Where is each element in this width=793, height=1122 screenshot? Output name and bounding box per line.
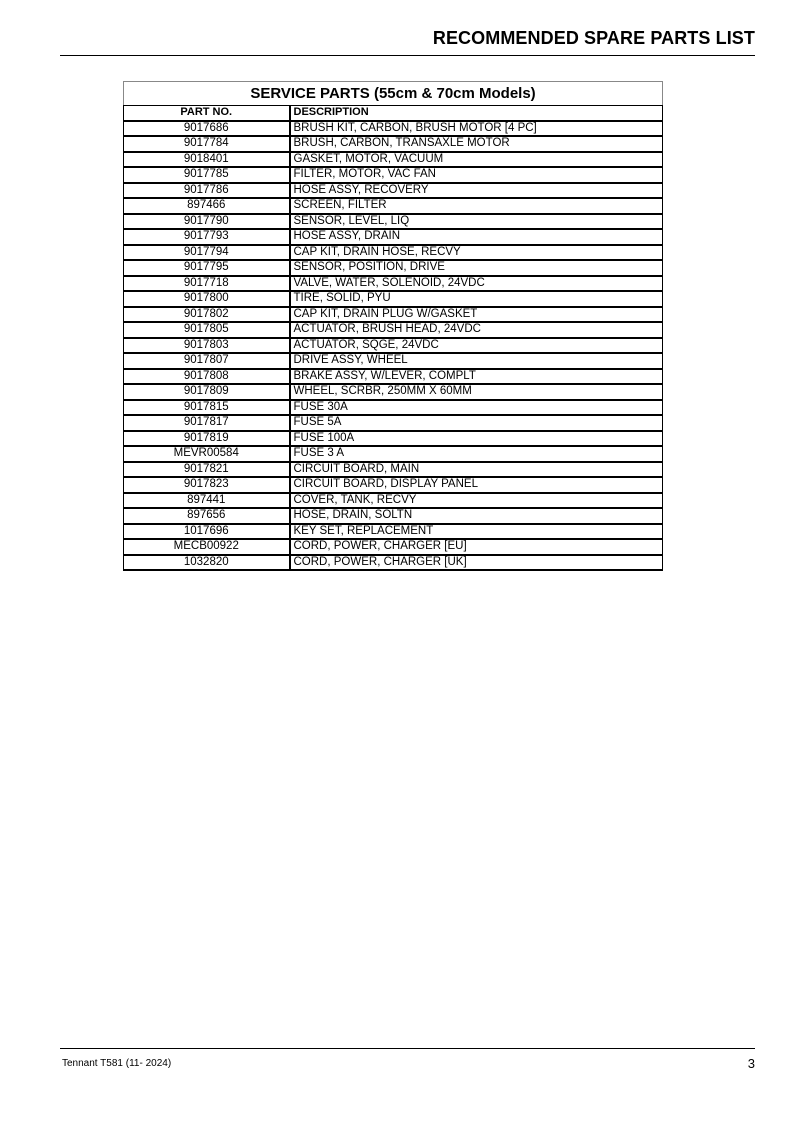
- part-number-cell: 9017819: [124, 431, 290, 447]
- description-cell: CAP KIT, DRAIN PLUG W/GASKET: [290, 307, 663, 323]
- part-number-cell: 9017817: [124, 415, 290, 431]
- description-cell: SCREEN, FILTER: [290, 198, 663, 214]
- part-number-cell: 9017803: [124, 338, 290, 354]
- part-number-cell: 9017785: [124, 167, 290, 183]
- description-cell: FILTER, MOTOR, VAC FAN: [290, 167, 663, 183]
- description-cell: SENSOR, POSITION, DRIVE: [290, 260, 663, 276]
- table-row: [124, 121, 663, 137]
- table-row: [124, 136, 663, 152]
- table-row: [124, 508, 663, 524]
- description-cell: WHEEL, SCRBR, 250MM X 60MM: [290, 384, 663, 400]
- part-number-cell: 9017786: [124, 183, 290, 199]
- description-cell: SENSOR, LEVEL, LIQ: [290, 214, 663, 230]
- part-number-cell: 9017686: [124, 121, 290, 137]
- part-number-cell: 9017795: [124, 260, 290, 276]
- header-rule: [60, 55, 755, 56]
- description-cell: VALVE, WATER, SOLENOID, 24VDC: [290, 276, 663, 292]
- part-number-cell: MECB00922: [124, 539, 290, 555]
- part-number-cell: 9017807: [124, 353, 290, 369]
- description-cell: BRUSH, CARBON, TRANSAXLE MOTOR: [290, 136, 663, 152]
- description-cell: COVER, TANK, RECVY: [290, 493, 663, 509]
- table-row: [124, 446, 663, 462]
- part-number-cell: MEVR00584: [124, 446, 290, 462]
- table-row: [124, 229, 663, 245]
- description-cell: CORD, POWER, CHARGER [UK]: [290, 555, 663, 571]
- description-cell: CIRCUIT BOARD, DISPLAY PANEL: [290, 477, 663, 493]
- part-number-cell: 9017793: [124, 229, 290, 245]
- description-cell: CAP KIT, DRAIN HOSE, RECVY: [290, 245, 663, 261]
- part-number-cell: 9018401: [124, 152, 290, 168]
- description-cell: GASKET, MOTOR, VACUUM: [290, 152, 663, 168]
- table-row: [124, 260, 663, 276]
- description-cell: TIRE, SOLID, PYU: [290, 291, 663, 307]
- description-cell: FUSE 5A: [290, 415, 663, 431]
- parts-table-body: [124, 121, 663, 571]
- table-row: [124, 539, 663, 555]
- description-cell: HOSE ASSY, RECOVERY: [290, 183, 663, 199]
- table-row: [124, 338, 663, 354]
- footer-rule: [60, 1048, 755, 1049]
- table-row: [124, 524, 663, 540]
- table-row: [124, 167, 663, 183]
- description-cell: HOSE ASSY, DRAIN: [290, 229, 663, 245]
- table-row: [124, 245, 663, 261]
- column-header-description: DESCRIPTION: [290, 106, 663, 121]
- page-number: 3: [747, 1056, 755, 1071]
- table-row: [124, 477, 663, 493]
- part-number-cell: 1032820: [124, 555, 290, 571]
- description-cell: FUSE 30A: [290, 400, 663, 416]
- page-title: RECOMMENDED SPARE PARTS LIST: [432, 28, 755, 48]
- description-cell: ACTUATOR, SQGE, 24VDC: [290, 338, 663, 354]
- description-cell: BRUSH KIT, CARBON, BRUSH MOTOR [4 PC]: [290, 121, 663, 137]
- part-number-cell: 897656: [124, 508, 290, 524]
- description-cell: FUSE 100A: [290, 431, 663, 447]
- part-number-cell: 9017718: [124, 276, 290, 292]
- table-row: [124, 431, 663, 447]
- table-row: [124, 214, 663, 230]
- table-row: [124, 307, 663, 323]
- table-row: [124, 291, 663, 307]
- description-cell: BRAKE ASSY, W/LEVER, COMPLT: [290, 369, 663, 385]
- part-number-cell: 9017800: [124, 291, 290, 307]
- description-cell: DRIVE ASSY, WHEEL: [290, 353, 663, 369]
- table-row: [124, 183, 663, 199]
- table-title: SERVICE PARTS (55cm & 70cm Models): [124, 82, 663, 106]
- description-cell: KEY SET, REPLACEMENT: [290, 524, 663, 540]
- service-parts-table: [123, 81, 663, 571]
- part-number-cell: 9017815: [124, 400, 290, 416]
- table-row: [124, 493, 663, 509]
- table-row: [124, 369, 663, 385]
- description-cell: CORD, POWER, CHARGER [EU]: [290, 539, 663, 555]
- table-row: [124, 555, 663, 571]
- table-row: [124, 415, 663, 431]
- description-cell: FUSE 3 A: [290, 446, 663, 462]
- part-number-cell: 9017802: [124, 307, 290, 323]
- description-cell: ACTUATOR, BRUSH HEAD, 24VDC: [290, 322, 663, 338]
- part-number-cell: 9017784: [124, 136, 290, 152]
- table-row: [124, 400, 663, 416]
- part-number-cell: 897466: [124, 198, 290, 214]
- table-row: [124, 276, 663, 292]
- description-cell: HOSE, DRAIN, SOLTN: [290, 508, 663, 524]
- table-row: [124, 353, 663, 369]
- description-cell: CIRCUIT BOARD, MAIN: [290, 462, 663, 478]
- table-row: [124, 462, 663, 478]
- part-number-cell: 9017794: [124, 245, 290, 261]
- part-number-cell: 1017696: [124, 524, 290, 540]
- part-number-cell: 9017808: [124, 369, 290, 385]
- footer-document-label: Tennant T581 (11- 2024): [62, 1058, 172, 1069]
- table-row: [124, 384, 663, 400]
- table-row: [124, 198, 663, 214]
- part-number-cell: 9017805: [124, 322, 290, 338]
- part-number-cell: 897441: [124, 493, 290, 509]
- table-row: [124, 152, 663, 168]
- part-number-cell: 9017790: [124, 214, 290, 230]
- column-header-part-no: PART NO.: [124, 106, 290, 121]
- part-number-cell: 9017821: [124, 462, 290, 478]
- table-row: [124, 322, 663, 338]
- part-number-cell: 9017823: [124, 477, 290, 493]
- part-number-cell: 9017809: [124, 384, 290, 400]
